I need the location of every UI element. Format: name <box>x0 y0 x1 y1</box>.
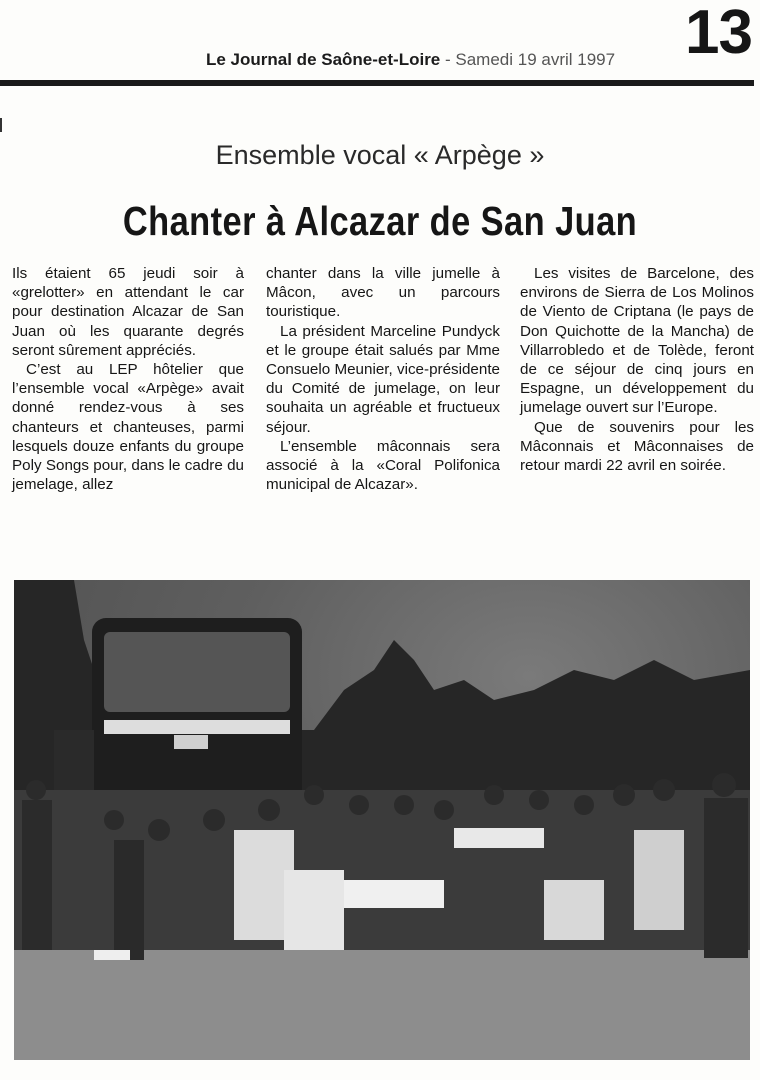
newspaper-name: Le Journal de Saône-et-Loire <box>206 50 441 69</box>
masthead <box>206 50 615 70</box>
paragraph: Ils étaient 65 jeudi soir à «grelotter» en attendant le car pour destination Alcazar de San Juan où les quarante degrés seront sûrement appréciés. <box>12 265 244 359</box>
paragraph: L’ensemble mâconnais sera associé à la «Coral Polifonica municipal de Alcazar». <box>266 437 500 494</box>
paragraph: C’est au LEP hôtelier que l’ensemble vocal «Arpège» avait donné rendez-vous à ses chanteurs et chanteuses, parmi lesquels douze enfants du groupe Poly Songs pour, dans le cadre du jemelage, allez <box>12 361 244 494</box>
header-rule <box>0 80 754 86</box>
group-photo <box>14 580 750 1060</box>
paragraph: Les visites de Barcelone, des environs de Sierra de Los Molinos de Viento de Criptana (le pays de Don Quichotte de la Mancha) de Villarrobledo et de Tolède, feront de ce séjour de cinq jours en Espagne, un développement du jumelage ouvert sur l’Europe. <box>520 265 754 417</box>
article-headline: Chanter à Alcazar de San Juan <box>122 198 638 244</box>
paragraph: chanter dans la ville jumelle à Mâcon, avec un parcours touristique. <box>266 265 500 321</box>
masthead-separator: - <box>440 50 456 69</box>
article-body <box>12 264 754 544</box>
page-header <box>0 0 760 92</box>
issue-date: Samedi 19 avril 1997 <box>455 50 616 69</box>
column-3 <box>520 264 754 475</box>
page-number: 13 <box>685 0 752 67</box>
paragraph: Que de souvenirs pour les Mâconnais et Mâconnaises de retour mardi 22 avril en soirée. <box>520 418 754 475</box>
group-of-people <box>14 773 750 960</box>
margin-mark <box>0 118 2 132</box>
column-1 <box>12 264 244 494</box>
photo-illustration <box>14 580 750 1060</box>
paragraph: La président Marceline Pundyck et le groupe était salués par Mme Consuelo Meunier, vice-présidente du Comité de jumelage, on leur souhaita un agréable et fructueux séjour. <box>266 322 500 436</box>
article-kicker: Ensemble vocal « Arpège » <box>215 140 545 170</box>
column-2 <box>266 264 500 494</box>
